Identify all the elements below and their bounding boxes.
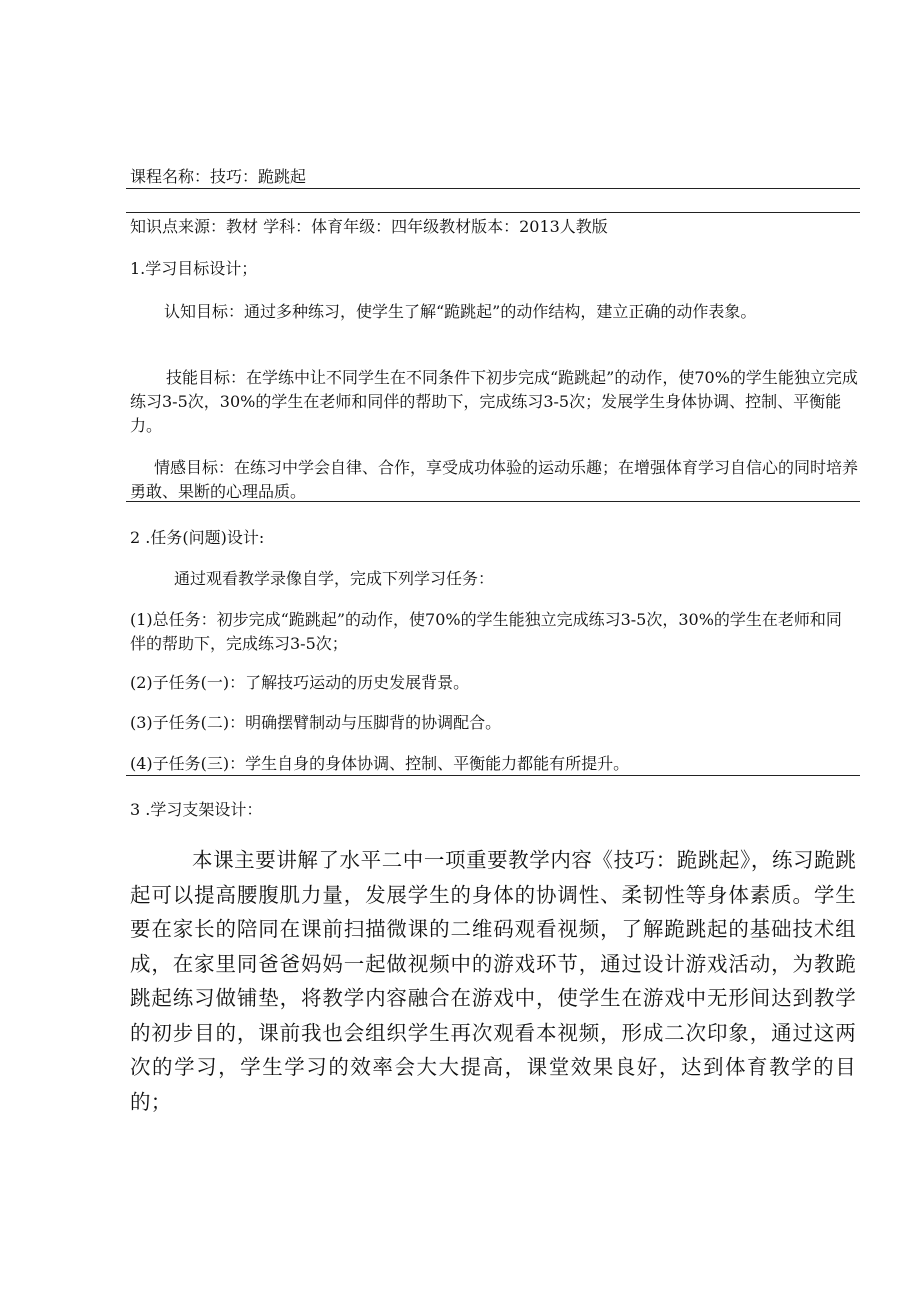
cognitive-goal: 认知目标：通过多种练习，使学生了解“跪跳起”的动作结构，建立正确的动作表象。	[164, 302, 757, 321]
divider	[126, 501, 860, 502]
skill-goal: 技能目标：在学练中让不同学生在不同条件下初步完成“跪跳起”的动作，使70%的学生能独立完成练习3-5次，30%的学生在老师和同伴的帮助下，完成练习3-5次；发展学生身体协调、控制、平衡能力。	[130, 368, 858, 435]
section-2-heading: 2 .任务(问题)设计:	[130, 528, 265, 547]
divider	[126, 188, 860, 189]
task-intro: 通过观看教学录像自学，完成下列学习任务：	[174, 569, 495, 588]
scaffold-body: 本课主要讲解了水平二中一项重要教学内容《技巧：跪跳起》，练习跪跳起可以提高腰腹肌力量，发展学生的身体的协调性、柔韧性等身体素质。学生要在家长的陪同在课前扫描微课的二维码观看视频，了解跪跳起的基础技术组成，在家里同爸爸妈妈一起做视频中的游戏环节，通过设计游戏活动，为教跪跳起练习做铺垫，将教学内容融合在游戏中，使学生在游戏中无形间达到教学的初步目的，课前我也会组织学生再次观看本视频，形成二次印象，通过这两次的学习，学生学习的效率会大大提高，课堂效果良好，达到体育教学的目的；	[130, 848, 856, 1114]
task-item: (4)子任务(三)：学生自身的身体协调、控制、平衡能力都能有所提升。	[130, 754, 630, 773]
section-3-heading: 3 .学习支架设计：	[130, 800, 263, 819]
divider	[126, 775, 860, 776]
course-name: 课程名称：技巧：跪跳起	[130, 167, 307, 186]
task-item: (1)总任务：初步完成“跪跳起”的动作，使70%的学生能独立完成练习3-5次，30%的学生在老师和同伴的帮助下，完成练习3-5次；	[130, 610, 842, 653]
section-1-heading: 1.学习目标设计；	[130, 259, 258, 278]
divider	[126, 212, 860, 213]
emotion-goal: 情感目标：在练习中学会自律、合作，享受成功体验的运动乐趣；在增强体育学习自信心的同时培养勇敢、果断的心理品质。	[130, 458, 859, 501]
task-item: (3)子任务(二)：明确摆臂制动与压脚背的协调配合。	[130, 713, 502, 732]
source-info: 知识点来源：教材 学科：体育年级：四年级教材版本：2013人教版	[130, 217, 608, 236]
task-item: (2)子任务(一)：了解技巧运动的历史发展背景。	[130, 673, 470, 692]
